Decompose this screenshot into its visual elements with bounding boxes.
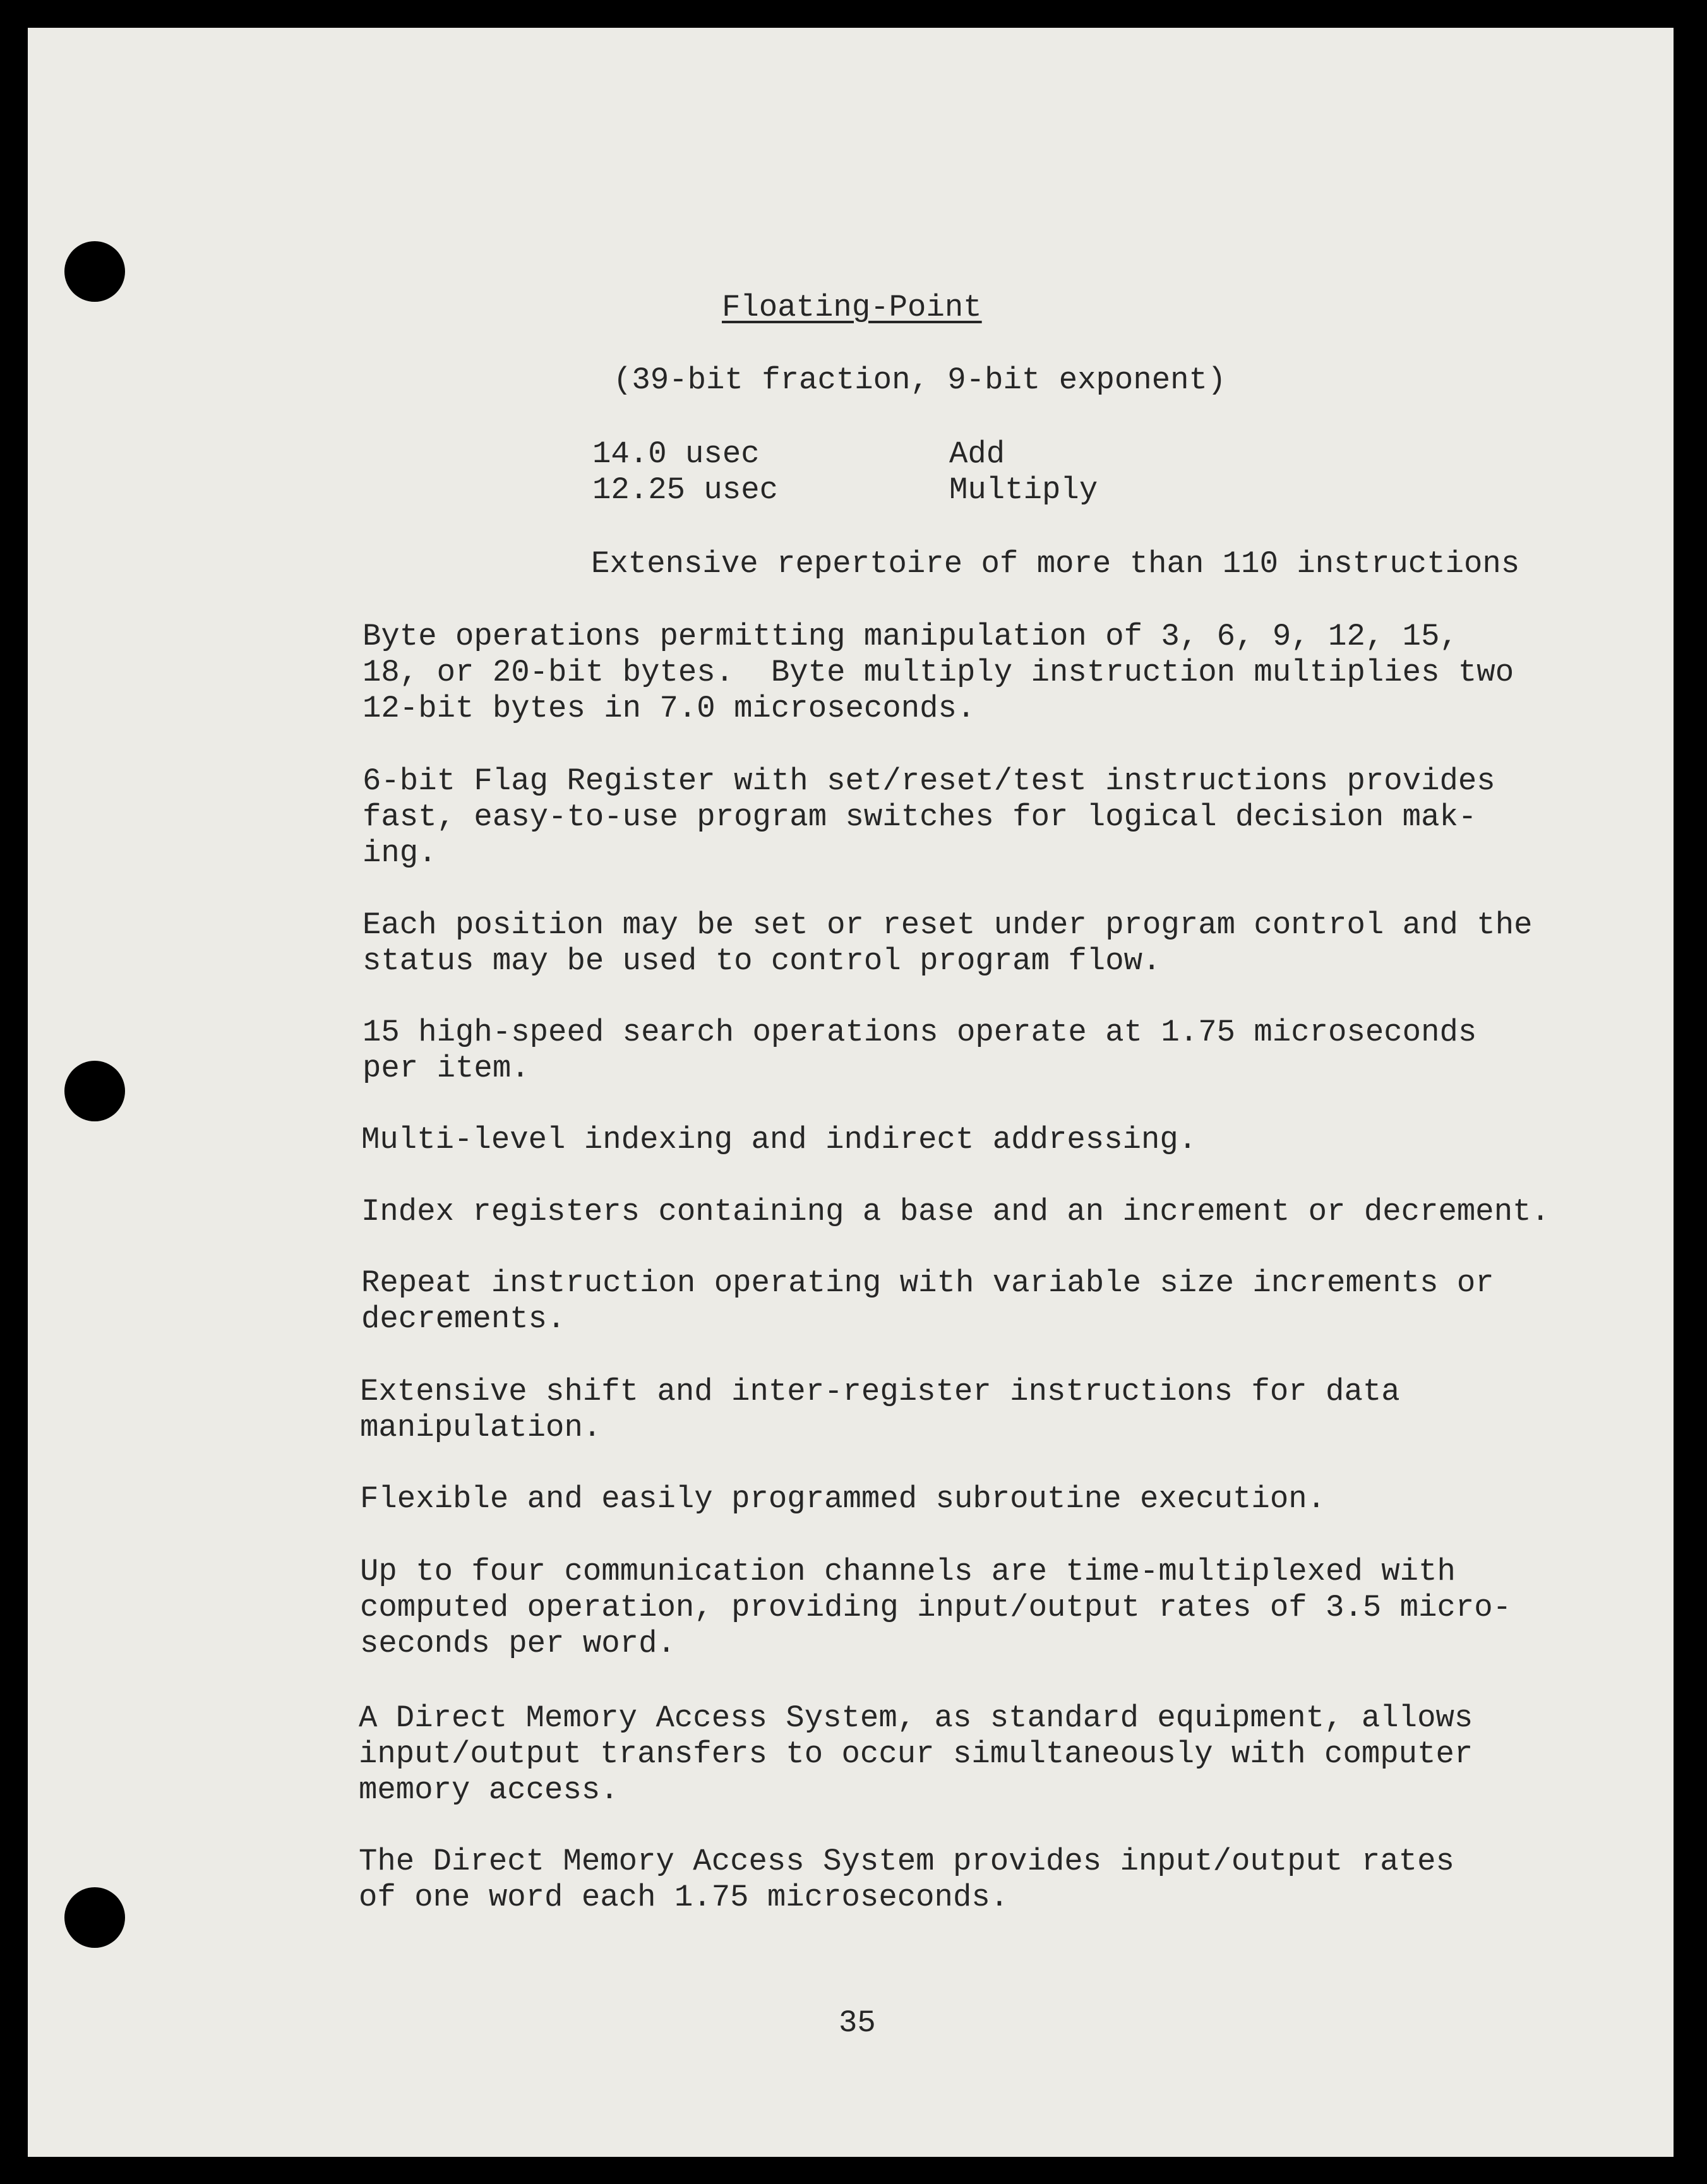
paragraph: Each position may be set or reset under program control and the status may be used to control program flow. [362, 907, 1533, 979]
section-heading: Floating-Point [722, 290, 982, 325]
section-subheading: (39-bit fraction, 9-bit exponent) [613, 362, 1226, 398]
paragraph: 15 high-speed search operations operate at 1.75 microseconds per item. [362, 1015, 1477, 1086]
repertoire-line: Extensive repertoire of more than 110 instructions [591, 546, 1520, 582]
paragraph: 6-bit Flag Register with set/reset/test instructions provides fast, easy-to-use program switches for logical decision mak- ing. [362, 763, 1495, 871]
timing-value: 14.0 usec [592, 436, 760, 472]
paragraph: Flexible and easily programmed subroutine execution. [360, 1481, 1326, 1517]
timing-operation: Multiply [949, 472, 1098, 508]
paragraph: Index registers containing a base and an increment or decrement. [361, 1194, 1550, 1229]
timing-value: 12.25 usec [592, 472, 779, 508]
punch-hole [64, 1887, 125, 1948]
paragraph: Extensive shift and inter-register instructions for data manipulation. [360, 1374, 1400, 1445]
timing-operation: Add [949, 436, 1005, 472]
paragraph: The Direct Memory Access System provides input/output rates of one word each 1.75 microseconds. [359, 1844, 1454, 1915]
paragraph: Byte operations permitting manipulation of 3, 6, 9, 12, 15, 18, or 20-bit bytes. Byte multiply instruction multiplies two 12-bit bytes in 7.0 microseconds. [362, 619, 1514, 726]
page-number: 35 [839, 2005, 876, 2041]
paragraph: Multi-level indexing and indirect addressing. [361, 1122, 1197, 1157]
punch-hole [64, 241, 125, 302]
paragraph: A Direct Memory Access System, as standard equipment, allows input/output transfers to occur simultaneously with computer memory access. [359, 1700, 1473, 1808]
punch-hole [64, 1061, 125, 1121]
document-page [28, 28, 1674, 2157]
paragraph: Repeat instruction operating with variable size increments or decrements. [361, 1265, 1494, 1337]
paragraph: Up to four communication channels are time-multiplexed with computed operation, providing input/output rates of 3.5 micro- seconds per word. [360, 1554, 1512, 1661]
